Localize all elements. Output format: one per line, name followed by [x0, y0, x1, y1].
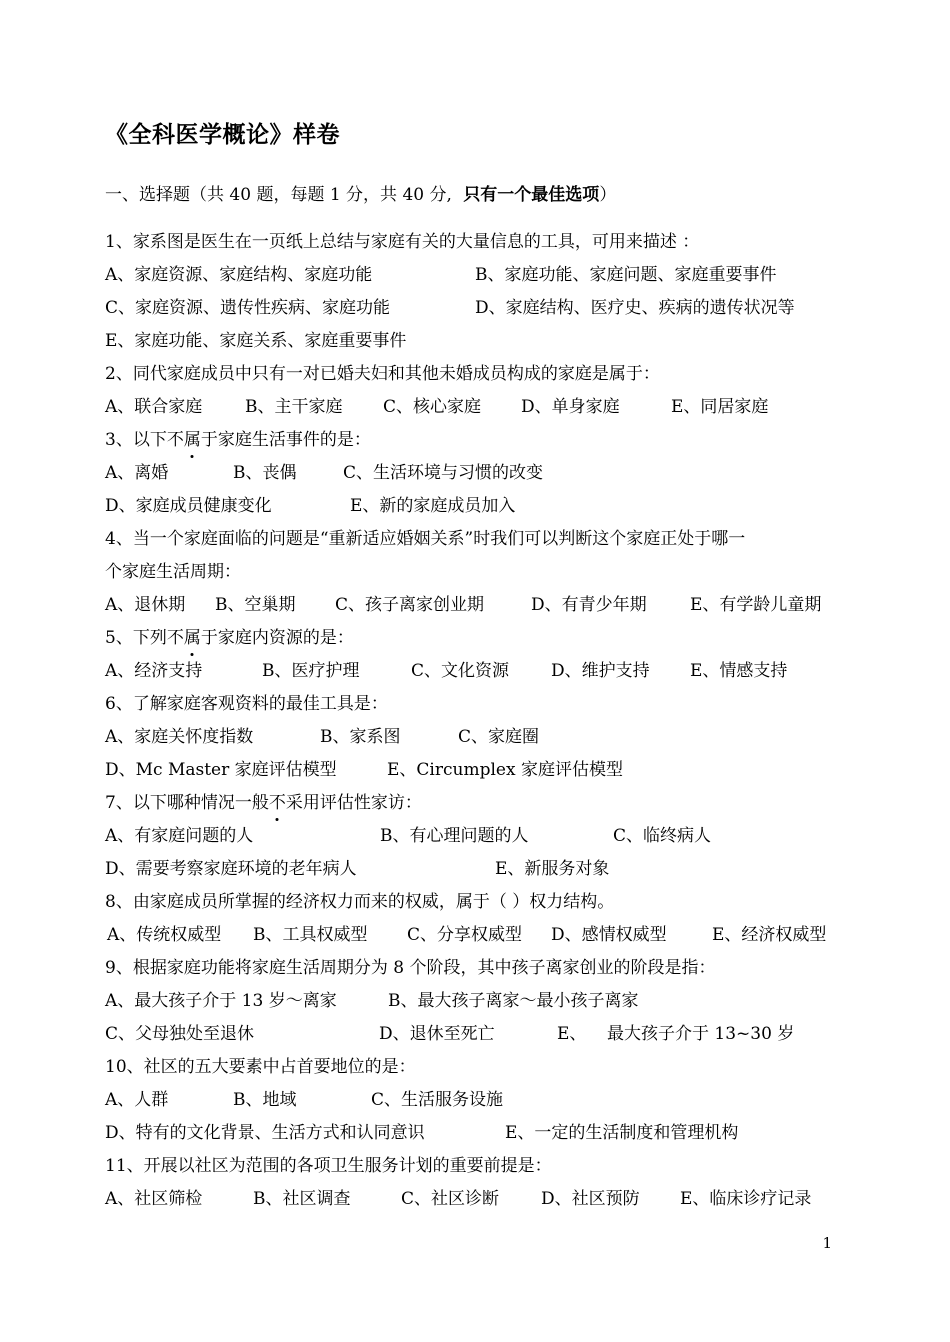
- option-d: D、感情权威型: [551, 925, 667, 945]
- option-d: D、维护支持: [551, 661, 650, 681]
- question-stem-text: 家庭生活事件的是：: [217, 430, 371, 450]
- page-title: 《全科医学概论》样卷: [105, 122, 340, 148]
- option-e: E、经济权威型: [712, 925, 827, 945]
- question-4-stem: [105, 527, 745, 555]
- option-d: D、单身家庭: [521, 397, 620, 417]
- question-3-stem: [105, 428, 371, 456]
- option-d: D、社区预防: [541, 1189, 640, 1209]
- option-d: D、家庭成员健康变化: [105, 496, 272, 516]
- question-stem-text: 1、家系图是医生在一页纸上总结与家庭有关的大量信息的工具，可用来描述 ：: [105, 232, 700, 252]
- section-heading-text: 一、选择题（共 40 题，每题 1 分，共 40 分,: [105, 185, 452, 205]
- option-e: E、新服务对象: [495, 859, 610, 879]
- option-d: D、需要考察家庭环境的老年病人: [105, 859, 357, 879]
- question-5-stem: [105, 626, 354, 654]
- option-a: A、离婚: [105, 463, 169, 483]
- option-e-text: 最大孩子介于 13~30 岁: [607, 1024, 795, 1044]
- option-a: A、最大孩子介于 13 岁～离家: [105, 991, 337, 1011]
- question-stem-text: 采用评估性家访：: [285, 793, 422, 813]
- option-e: E、同居家庭: [671, 397, 769, 417]
- option-e: E、临床诊疗记录: [680, 1189, 812, 1209]
- option-c: C、文化资源: [411, 661, 510, 681]
- question-7-stem: [105, 791, 422, 819]
- question-6-stem: [105, 692, 388, 720]
- option-e: E、新的家庭成员加入: [350, 496, 516, 516]
- emphasis-dotted-text: 不: [268, 793, 286, 813]
- option-a: A、联合家庭: [105, 397, 203, 417]
- option-c: C、核心家庭: [383, 397, 482, 417]
- question-stem-text: 5、下列: [105, 628, 167, 648]
- section-heading-close: ）: [599, 185, 617, 205]
- option-e: E、家庭功能、家庭关系、家庭重要事件: [105, 331, 407, 351]
- option-a: A、传统权威型: [107, 925, 222, 945]
- question-stem-text: 9、根据家庭功能将家庭生活周期分为 8 个阶段，其中孩子离家创业的阶段是指：: [105, 958, 716, 978]
- option-e: E、Circumplex 家庭评估模型: [387, 760, 623, 780]
- question-stem-text: 个家庭生活周期：: [105, 562, 241, 582]
- option-a: A、家庭关怀度指数: [105, 727, 254, 747]
- option-d: D、有青少年期: [531, 595, 647, 615]
- option-c: C、家庭资源、遗传性疾病、家庭功能: [105, 298, 391, 318]
- option-b: B、主干家庭: [245, 397, 343, 417]
- option-c: C、临终病人: [613, 826, 712, 846]
- option-b: B、丧偶: [233, 463, 297, 483]
- option-c: C、父母独处至退休: [105, 1024, 255, 1044]
- option-d: D、特有的文化背景、生活方式和认同意识: [105, 1123, 425, 1143]
- question-10-stem: [105, 1055, 416, 1083]
- question-1-stem: [105, 230, 699, 258]
- option-a: A、人群: [105, 1090, 169, 1110]
- question-stem-text: 8、由家庭成员所掌握的经济权力而来的权威，属于（ ）权力结构。: [105, 892, 615, 912]
- option-a: A、经济支持: [105, 661, 203, 681]
- option-b: B、社区调查: [253, 1189, 351, 1209]
- option-d: D、Mc Master 家庭评估模型: [105, 760, 337, 780]
- option-c: C、分享权威型: [407, 925, 523, 945]
- option-b: B、地域: [233, 1090, 297, 1110]
- section-heading-emphasis: 只有一个最佳选项: [463, 185, 600, 205]
- option-a: A、家庭资源、家庭结构、家庭功能: [105, 265, 373, 285]
- option-b: B、家系图: [320, 727, 401, 747]
- question-stem-text: 2、同代家庭成员中只有一对已婚夫妇和其他未婚成员构成的家庭是属于：: [105, 364, 660, 384]
- option-c: C、生活服务设施: [371, 1090, 504, 1110]
- question-11-stem: [105, 1154, 552, 1182]
- option-e: E、情感支持: [690, 661, 788, 681]
- option-a: A、社区筛检: [105, 1189, 203, 1209]
- option-b: B、工具权威型: [253, 925, 368, 945]
- question-stem-text: 10、社区的五大要素中占首要地位的是：: [105, 1057, 416, 1077]
- option-e: E、一定的生活制度和管理机构: [505, 1123, 739, 1143]
- emphasis-dotted-text: 不属于: [166, 430, 218, 450]
- option-a: A、退休期: [105, 595, 186, 615]
- option-b: B、医疗护理: [262, 661, 360, 681]
- option-b: B、有心理问题的人: [380, 826, 529, 846]
- question-stem-text: 6、了解家庭客观资料的最佳工具是：: [105, 694, 388, 714]
- question-2-stem: [105, 362, 660, 390]
- question-8-stem: [105, 890, 614, 918]
- question-9-stem: [105, 956, 715, 984]
- emphasis-dotted-text: 不属于: [166, 628, 218, 648]
- question-stem-text: 11、开展以社区为范围的各项卫生服务计划的重要前提是：: [105, 1156, 552, 1176]
- question-4-stem-cont: [105, 560, 241, 588]
- option-b: B、家庭功能、家庭问题、家庭重要事件: [475, 265, 777, 285]
- page-number: 1: [822, 1234, 832, 1252]
- option-c: C、家庭圈: [458, 727, 540, 747]
- option-d: D、退休至死亡: [379, 1024, 495, 1044]
- option-a: A、有家庭问题的人: [105, 826, 254, 846]
- option-b: B、最大孩子离家～最小孩子离家: [388, 991, 639, 1011]
- option-c: C、孩子离家创业期: [335, 595, 485, 615]
- option-b: B、空巢期: [215, 595, 296, 615]
- question-stem-text: 7、以下哪种情况一般: [105, 793, 269, 813]
- option-d: D、家庭结构、医疗史、疾病的遗传状况等: [475, 298, 795, 318]
- section-heading: [105, 180, 616, 205]
- option-e: E、: [557, 1024, 587, 1044]
- option-c: C、社区诊断: [401, 1189, 500, 1209]
- question-stem-text: 家庭内资源的是：: [217, 628, 354, 648]
- option-e: E、有学龄儿童期: [690, 595, 822, 615]
- question-stem-text: 4、当一个家庭面临的问题是“重新适应婚姻关系”时我们可以判断这个家庭正处于哪一: [105, 529, 746, 549]
- question-stem-text: 3、以下: [105, 430, 167, 450]
- option-c: C、生活环境与习惯的改变: [343, 463, 544, 483]
